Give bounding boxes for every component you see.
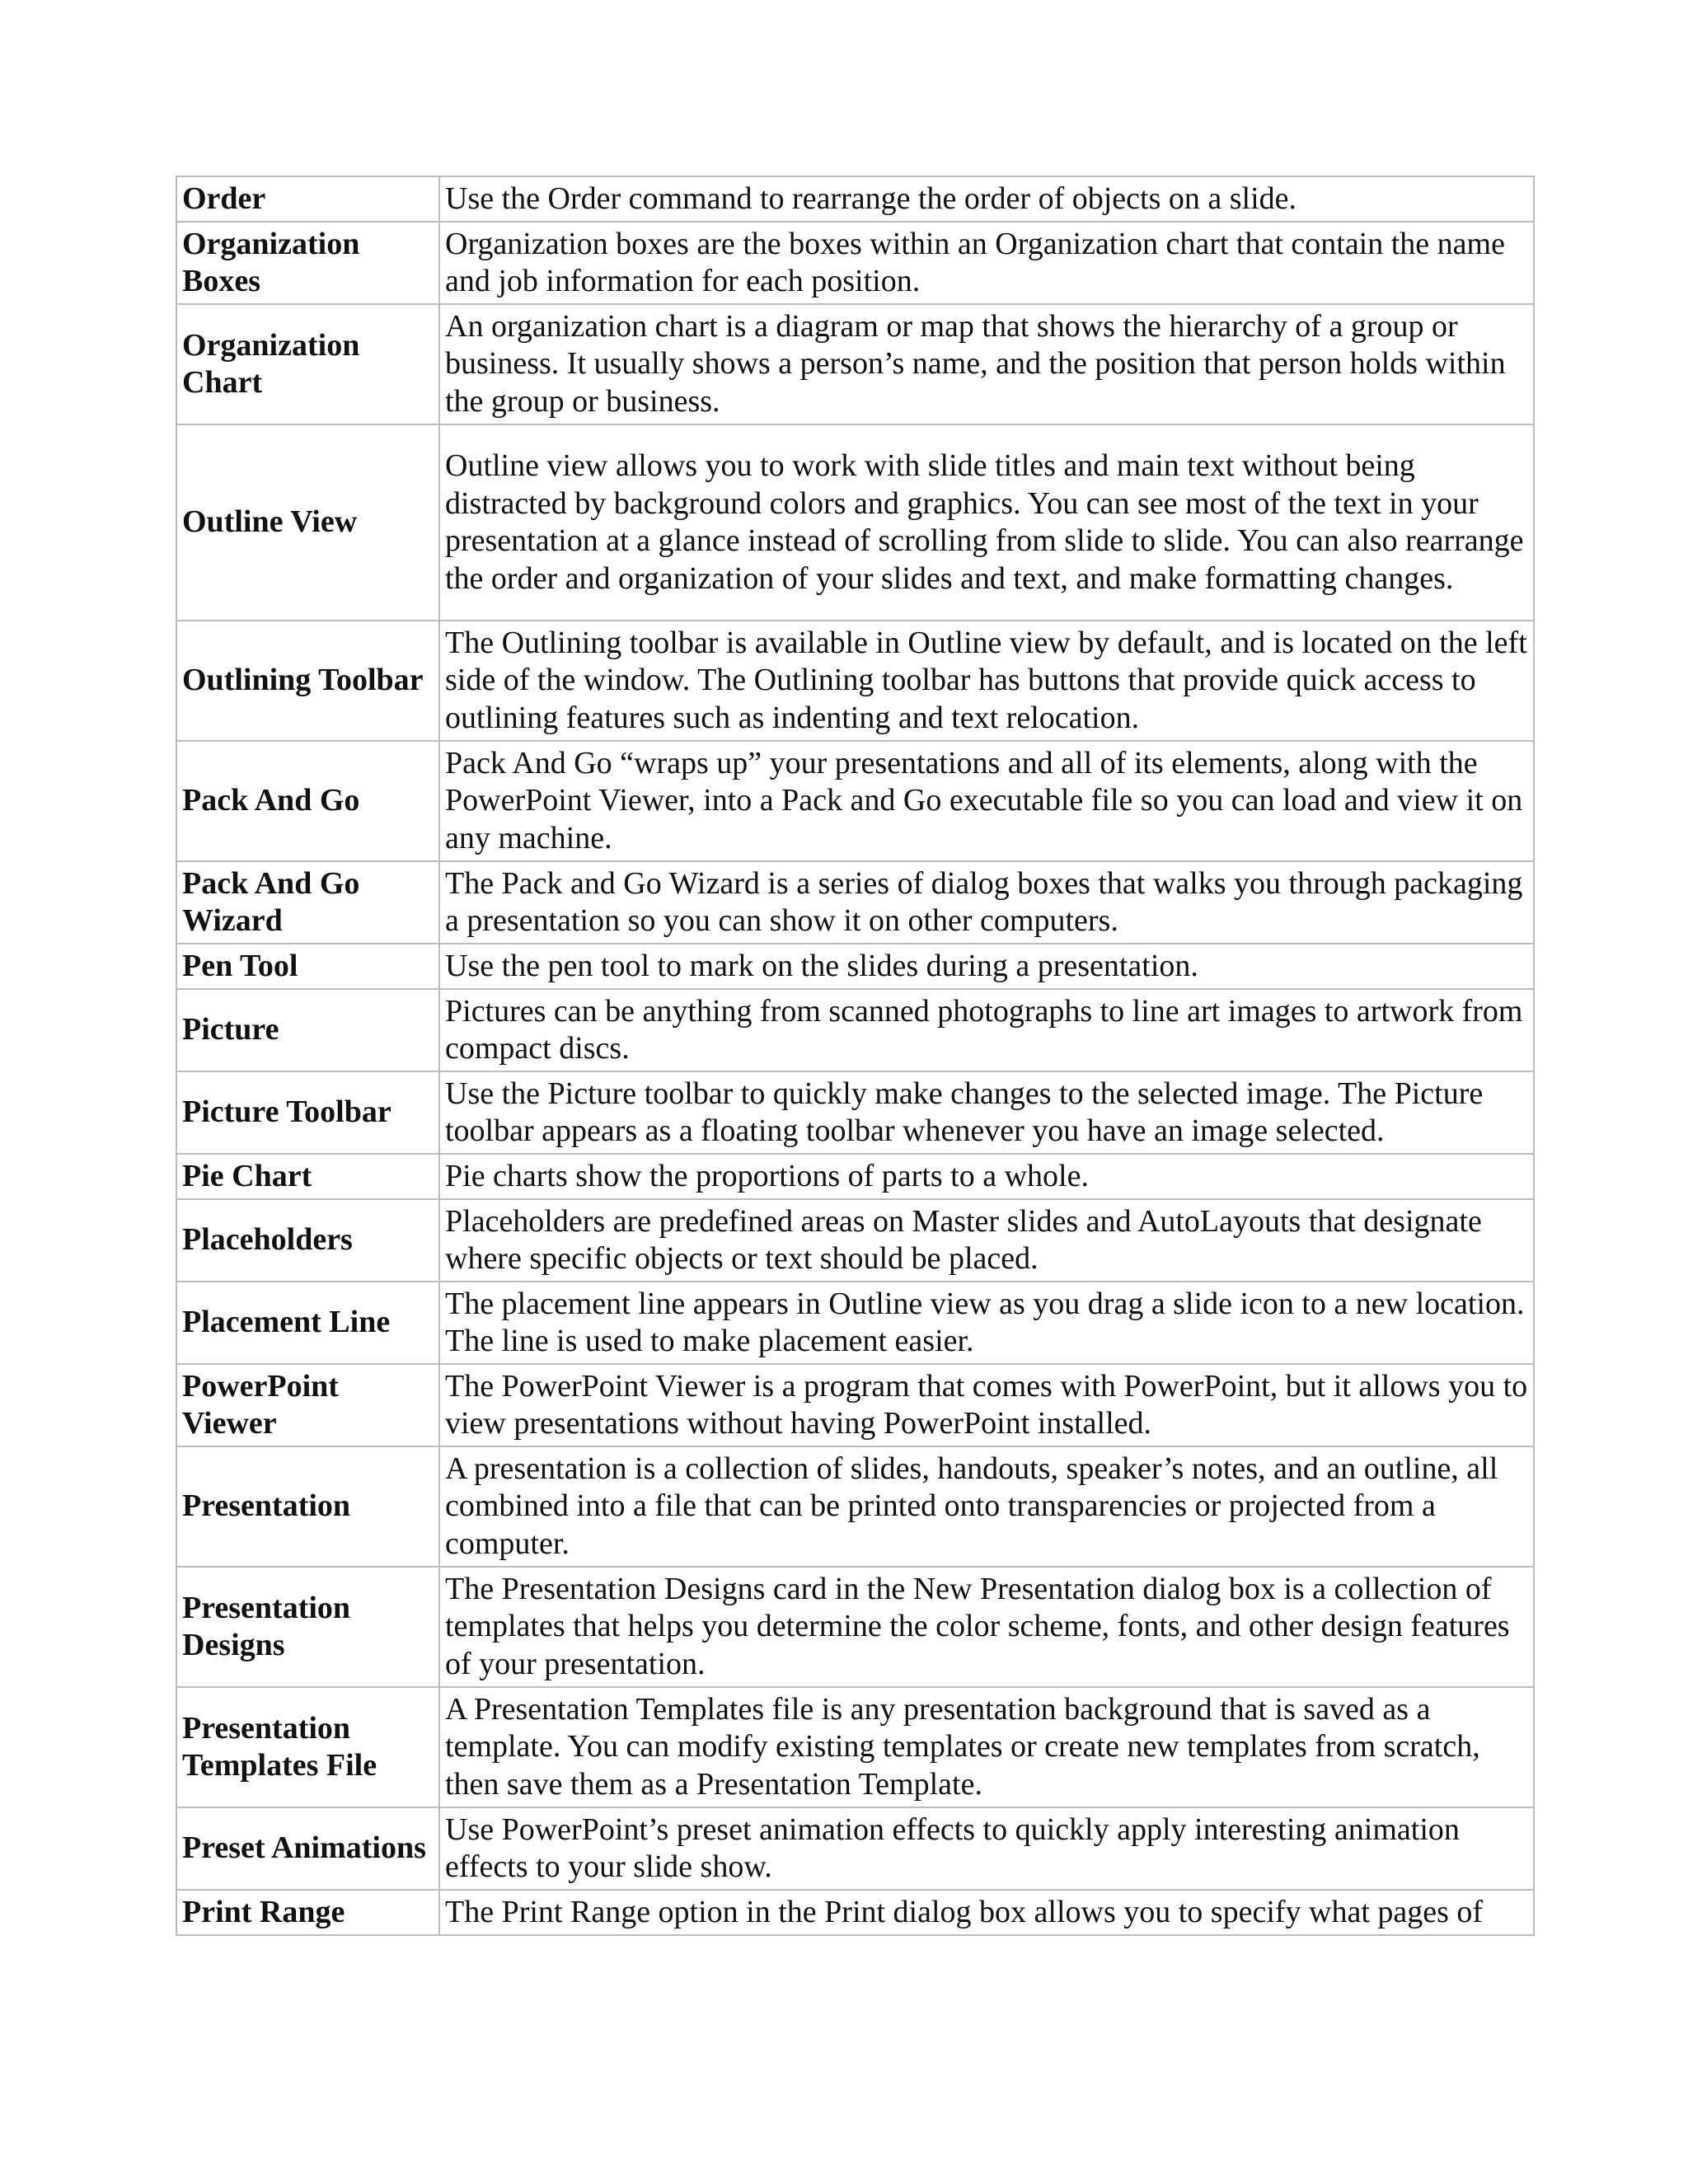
glossary-row <box>176 1687 1534 1807</box>
glossary-definition: The placement line appears in Outline view as you drag a slide icon to a new location. The line is used to make placement easier. <box>439 1282 1534 1364</box>
glossary-row <box>176 1446 1534 1567</box>
glossary-row <box>176 861 1534 944</box>
glossary-row <box>176 1890 1534 1935</box>
glossary-row <box>176 621 1534 741</box>
glossary-term: Presentation Designs <box>176 1567 439 1687</box>
glossary-row <box>176 1071 1534 1154</box>
glossary-row <box>176 222 1534 304</box>
glossary-row <box>176 741 1534 861</box>
glossary-row <box>176 424 1534 621</box>
glossary-row <box>176 944 1534 989</box>
glossary-row <box>176 1282 1534 1364</box>
glossary-table-body <box>176 176 1534 1935</box>
glossary-term: Print Range <box>176 1890 439 1935</box>
glossary-row <box>176 1567 1534 1687</box>
glossary-term: Organization Boxes <box>176 222 439 304</box>
glossary-term: Outline View <box>176 424 439 621</box>
glossary-definition: The Pack and Go Wizard is a series of dialog boxes that walks you through packaging a presentation so you can show it on other computers. <box>439 861 1534 944</box>
glossary-definition: Use PowerPoint’s preset animation effects to quickly apply interesting animation effects to your slide show. <box>439 1807 1534 1890</box>
glossary-row <box>176 304 1534 424</box>
glossary-row <box>176 1199 1534 1282</box>
glossary-definition: The Print Range option in the Print dialog box allows you to specify what pages of <box>439 1890 1534 1935</box>
glossary-term: Outlining Toolbar <box>176 621 439 741</box>
glossary-term: Picture <box>176 989 439 1071</box>
glossary-definition: Pie charts show the proportions of parts to a whole. <box>439 1154 1534 1199</box>
glossary-term: Preset Animations <box>176 1807 439 1890</box>
glossary-definition: Pictures can be anything from scanned photographs to line art images to artwork from compact discs. <box>439 989 1534 1071</box>
glossary-term: PowerPoint Viewer <box>176 1364 439 1446</box>
glossary-table <box>176 176 1535 1936</box>
glossary-row <box>176 989 1534 1071</box>
glossary-row <box>176 1154 1534 1199</box>
glossary-term: Organization Chart <box>176 304 439 424</box>
glossary-definition: A presentation is a collection of slides, handouts, speaker’s notes, and an outline, all combined into a file that can be printed onto transparencies or projected from a computer. <box>439 1446 1534 1567</box>
glossary-row <box>176 1364 1534 1446</box>
glossary-term: Order <box>176 176 439 222</box>
glossary-definition: Pack And Go “wraps up” your presentations and all of its elements, along with the PowerPoint Viewer, into a Pack and Go executable file so you can load and view it on any machine. <box>439 741 1534 861</box>
glossary-row <box>176 1807 1534 1890</box>
glossary-term: Presentation Templates File <box>176 1687 439 1807</box>
glossary-definition: Organization boxes are the boxes within an Organization chart that contain the name and job information for each position. <box>439 222 1534 304</box>
glossary-term: Pen Tool <box>176 944 439 989</box>
glossary-definition: Use the Picture toolbar to quickly make changes to the selected image. The Picture toolbar appears as a floating toolbar whenever you have an image selected. <box>439 1071 1534 1154</box>
glossary-definition: Use the Order command to rearrange the order of objects on a slide. <box>439 176 1534 222</box>
glossary-definition: Outline view allows you to work with slide titles and main text without being distracted by background colors and graphics. You can see most of the text in your presentation at a glance instead of scrolling from slide to slide. You can also rearrange the order and organization of your slides and text, and make formatting changes. <box>439 424 1534 621</box>
glossary-term: Picture Toolbar <box>176 1071 439 1154</box>
glossary-definition: Placeholders are predefined areas on Master slides and AutoLayouts that designate where specific objects or text should be placed. <box>439 1199 1534 1282</box>
glossary-definition: An organization chart is a diagram or map that shows the hierarchy of a group or business. It usually shows a person’s name, and the position that person holds within the group or business. <box>439 304 1534 424</box>
glossary-definition: The Outlining toolbar is available in Outline view by default, and is located on the left side of the window. The Outlining toolbar has buttons that provide quick access to outlining features such as indenting and text relocation. <box>439 621 1534 741</box>
glossary-term: Placeholders <box>176 1199 439 1282</box>
glossary-term: Pie Chart <box>176 1154 439 1199</box>
glossary-definition: Use the pen tool to mark on the slides during a presentation. <box>439 944 1534 989</box>
glossary-definition: A Presentation Templates file is any presentation background that is saved as a template. You can modify existing templates or create new templates from scratch, then save them as a Presentation Template. <box>439 1687 1534 1807</box>
glossary-definition: The Presentation Designs card in the New Presentation dialog box is a collection of templates that helps you determine the color scheme, fonts, and other design features of your presentation. <box>439 1567 1534 1687</box>
glossary-term: Pack And Go Wizard <box>176 861 439 944</box>
glossary-term: Placement Line <box>176 1282 439 1364</box>
glossary-definition: The PowerPoint Viewer is a program that comes with PowerPoint, but it allows you to view presentations without having PowerPoint installed. <box>439 1364 1534 1446</box>
glossary-term: Presentation <box>176 1446 439 1567</box>
glossary-term: Pack And Go <box>176 741 439 861</box>
glossary-row <box>176 176 1534 222</box>
